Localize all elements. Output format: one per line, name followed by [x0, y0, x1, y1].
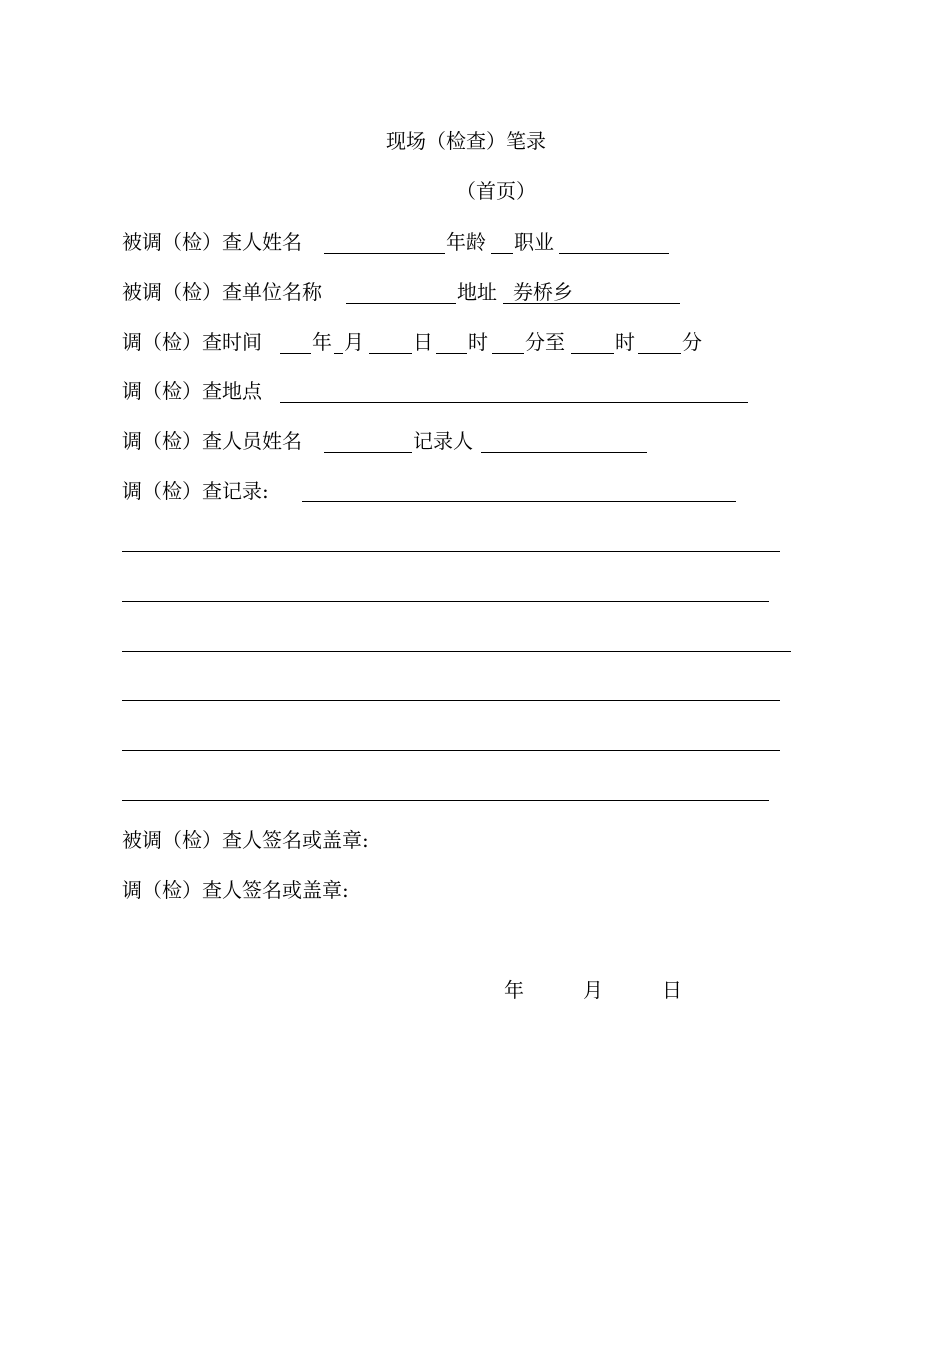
unit-name-label: 被调（检）查单位名称: [122, 280, 322, 304]
date-year: 年: [504, 978, 524, 1002]
record-line[interactable]: [122, 750, 780, 751]
end-minute-field[interactable]: [638, 353, 681, 354]
record-line[interactable]: [122, 800, 769, 801]
record-field[interactable]: [302, 501, 736, 502]
record-line[interactable]: [122, 551, 780, 552]
minute-field[interactable]: [492, 353, 524, 354]
hour-unit: 时: [468, 330, 488, 354]
age-field[interactable]: [491, 253, 513, 254]
interviewee-name-label: 被调（检）查人姓名: [122, 230, 302, 254]
end-hour-unit: 时: [615, 330, 635, 354]
interviewee-name-field[interactable]: [324, 253, 445, 254]
date-month: 月: [583, 978, 603, 1002]
investigator-signature-label: 调（检）查人签名或盖章:: [122, 878, 349, 902]
recorder-label: 记录人: [413, 429, 473, 453]
record-line[interactable]: [122, 651, 791, 652]
interviewee-signature-label: 被调（检）查人签名或盖章:: [122, 828, 369, 852]
staff-name-field[interactable]: [324, 452, 412, 453]
document-title: 现场（检查）笔录: [386, 129, 546, 153]
month-field[interactable]: [334, 353, 343, 354]
occupation-field[interactable]: [559, 253, 669, 254]
month-unit: 月: [344, 330, 364, 354]
address-value: 券桥乡: [513, 280, 573, 304]
document-subtitle: （首页）: [456, 179, 536, 203]
age-label: 年龄: [446, 230, 486, 254]
location-field[interactable]: [280, 402, 748, 403]
time-label: 调（检）查时间: [122, 330, 262, 354]
end-hour-field[interactable]: [571, 353, 614, 354]
year-unit: 年: [312, 330, 332, 354]
day-field[interactable]: [369, 353, 412, 354]
hour-field[interactable]: [436, 353, 467, 354]
end-minute-unit: 分: [682, 330, 702, 354]
record-line[interactable]: [122, 700, 780, 701]
occupation-label: 职业: [514, 230, 554, 254]
recorder-field[interactable]: [481, 452, 647, 453]
unit-name-field[interactable]: [346, 303, 456, 304]
address-label: 地址: [457, 280, 497, 304]
day-unit: 日: [413, 330, 433, 354]
year-field[interactable]: [280, 353, 311, 354]
record-label: 调（检）查记录:: [122, 479, 269, 503]
minute-to-unit: 分至: [525, 330, 565, 354]
record-line[interactable]: [122, 601, 769, 602]
date-day: 日: [662, 978, 682, 1002]
location-label: 调（检）查地点: [122, 379, 262, 403]
staff-name-label: 调（检）查人员姓名: [122, 429, 302, 453]
